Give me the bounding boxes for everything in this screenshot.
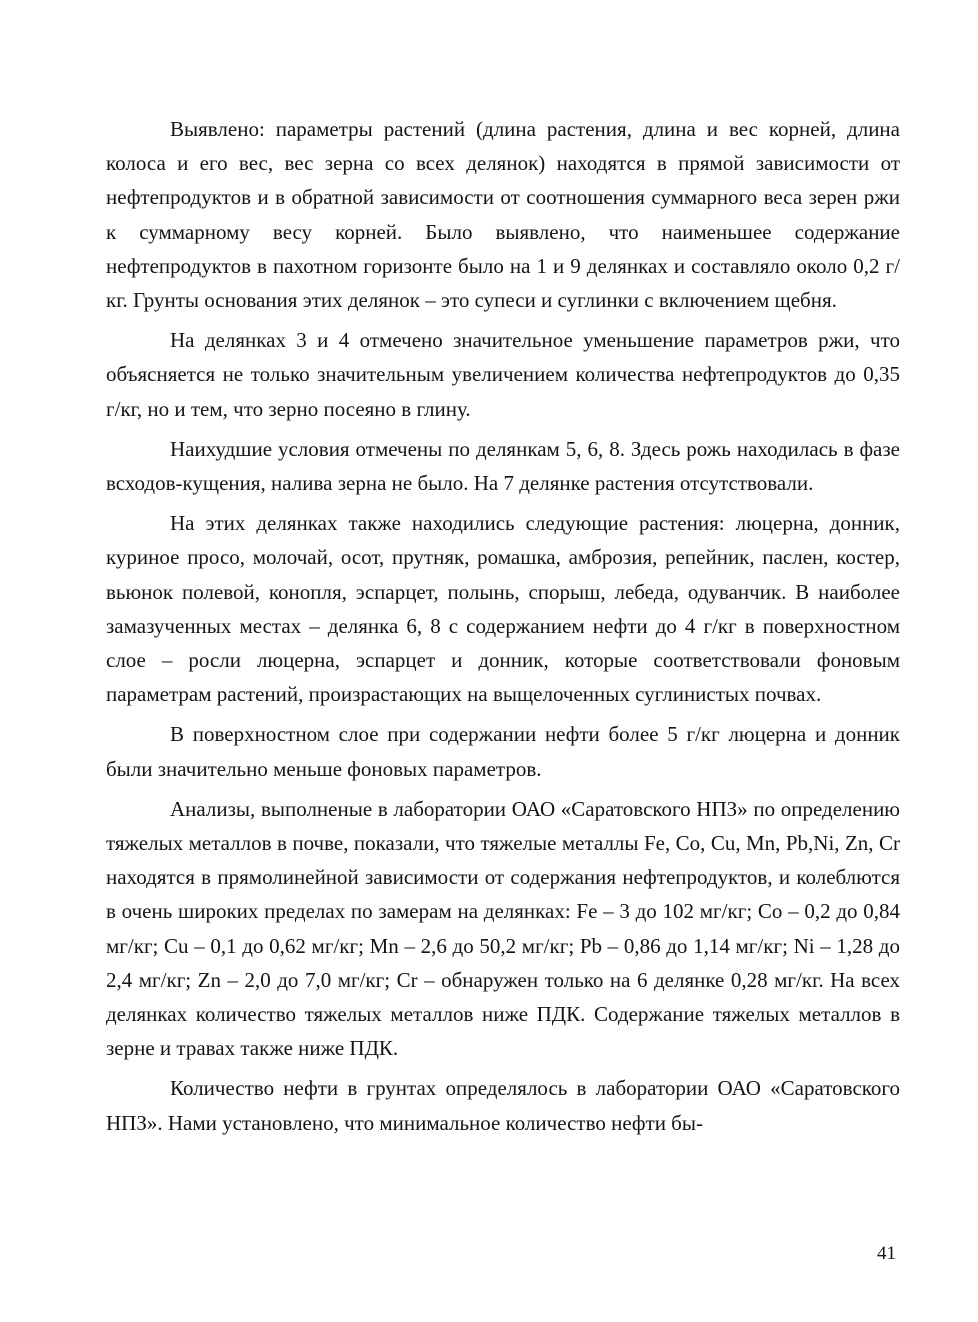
paragraph-surface-layer: В поверхностном слое при содержании нефти более 5 г/кг люцерна и донник были значительно меньше фоновых параметров. [106, 722, 900, 781]
paragraph-oil-quantity: Количество нефти в грунтах определялось в лаборатории ОАО «Саратовского НПЗ». Нами установлено, что минимальное количество нефти бы- [106, 1076, 900, 1135]
paragraph-heavy-metals: Анализы, выполненые в лаборатории ОАО «Саратовского НПЗ» по определению тяжелых металлов в почве, показали, что тяжелые металлы Fe, Co, Cu, Mn, Pb,Ni, Zn, Cr находятся в прямолинейной зависимости от содержания нефтепродуктов, и колеблются в очень широких пределах по замерам на делянках: Fe – 3 до 102 мг/кг; Co – 0,2 до 0,84 мг/кг; Cu – 0,1 до 0,62 мг/кг; Mn – 2,6 до 50,2 мг/кг; Pb – 0,86 до 1,14 мг/кг; Ni – 1,28 до 2,4 мг/кг; Zn – 2,0 до 7,0 мг/кг; Cr – обнаружен только на 6 делянке 0,28 мг/кг. На всех делянках количество тяжелых металлов ниже ПДК. Содержание тяжелых металлов в зерне и травах также ниже ПДК. [106, 796, 900, 1061]
body-text [106, 112, 900, 1146]
paragraph-plots-3-4: На делянках 3 и 4 отмечено значительное уменьшение параметров ржи, что объясняется не только значительным увеличением количества нефтепродуктов до 0,35 г/кг, но и тем, что зерно посеяно в глину. [106, 328, 900, 421]
paragraph-findings: Выявлено: параметры растений (длина растения, длина и вес корней, длина колоса и его вес, вес зерна со всех делянок) находятся в прямой зависимости от нефтепродуктов и в обратной зависимости от соотношения суммарного веса зерен ржи к суммарному весу корней. Было выявлено, что наименьшее содержание нефтепродуктов в пахотном горизонте было на 1 и 9 делянках и составляло около 0,2 г/кг. Грунты основания этих делянок – это супеси и суглинки с включением щебня. [106, 117, 900, 313]
paragraph-plants-list: На этих делянках также находились следующие растения: люцерна, донник, куриное просо, молочай, осот, прутняк, ромашка, амброзия, репейник, паслен, костер, вьюнок полевой, конопля, эспарцет, полынь, спорыш, лебеда, одуванчик. В наиболее замазученных местах – делянка 6, 8 с содержанием нефти до 4 г/кг в поверхностном слое – росли люцерна, эспарцет и донник, которые соответствовали фоновым параметрам растений, произрастающих на выщелоченных суглинистых почвах. [106, 511, 900, 707]
page-number: 41 [877, 1243, 896, 1264]
paragraph-worst-conditions: Наихудшие условия отмечены по делянкам 5, 6, 8. Здесь рожь находилась в фазе всходов-кущения, налива зерна не было. На 7 делянке растения отсутствовали. [106, 436, 900, 496]
